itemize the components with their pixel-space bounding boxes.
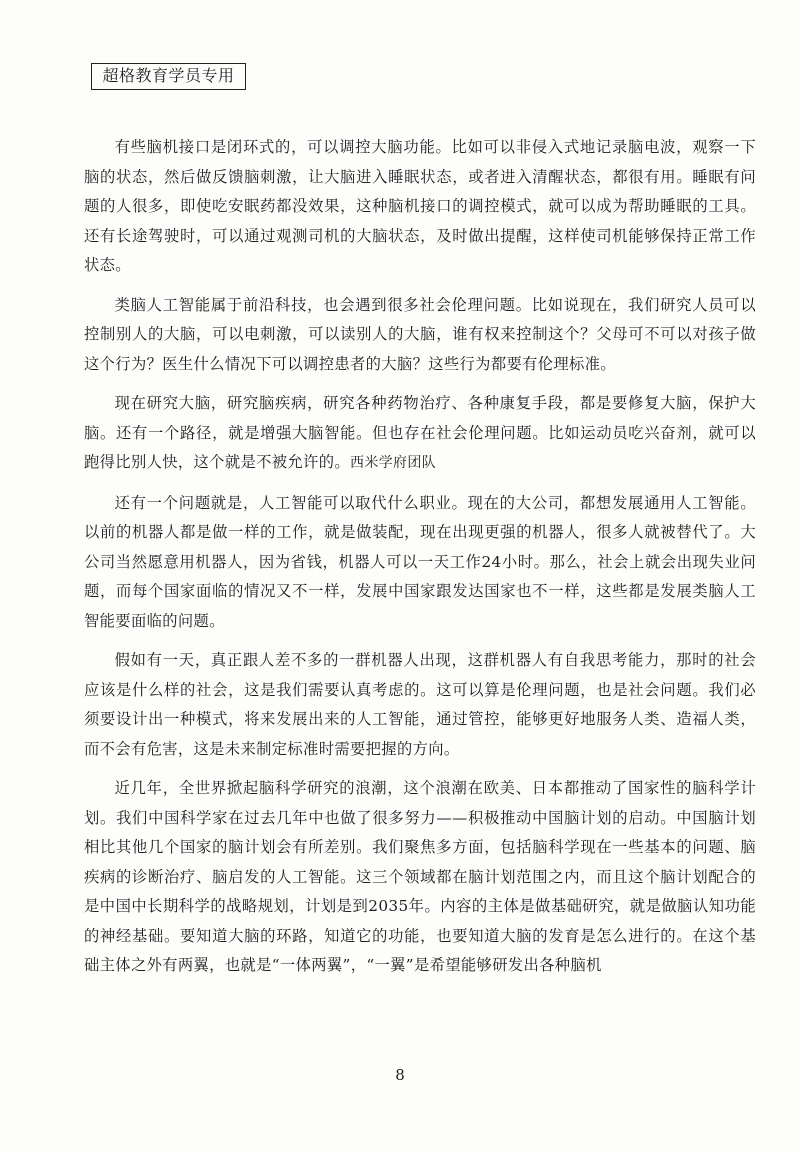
paragraph-5: 假如有一天，真正跟人差不多的一群机器人出现，这群机器人有自我思考能力，那时的社会应该是什么样的社会，这是我们需要认真考虑的。这可以算是伦理问题，也是社会问题。我们必须要设计出一种模式，将来发展出来的人工智能，通过管控，能够更好地服务人类、造福人类，而不会有危害，这是未来制定标准时需要把握的方向。: [84, 651, 756, 758]
watermark-text: 西米学府团队: [350, 455, 437, 471]
paragraph-2: 类脑人工智能属于前沿科技，也会遇到很多社会伦理问题。比如说现在，我们研究人员可以控制别人的大脑，可以电刺激，可以读别人的大脑，谁有权来控制这个？父母可不可以对孩子做这个行为？医生什么情况下可以调控患者的大脑？这些行为都要有伦理标准。: [84, 295, 756, 373]
page-number: 8: [395, 1066, 405, 1084]
paragraph-1: 有些脑机接口是闭环式的，可以调控大脑功能。比如可以非侵入式地记录脑电波，观察一下脑的状态，然后做反馈脑刺激，让大脑进入睡眠状态，或者进入清醒状态，都很有用。睡眠有问题的人很多，即使吃安眠药都没效果，这种脑机接口的调控模式，就可以成为帮助睡眠的工具。还有长途驾驶时，可以通过观测司机的大脑状态，及时做出提醒，这样使司机能够保持正常工作状态。: [84, 138, 756, 274]
header-label: 超格教育学员专用: [91, 63, 246, 90]
document-body: [84, 133, 756, 991]
paragraph-6: 近几年，全世界掀起脑科学研究的浪潮，这个浪潮在欧美、日本都推动了国家性的脑科学计划。我们中国科学家在过去几年中也做了很多努力——积极推动中国脑计划的启动。中国脑计划相比其他几个国家的脑计划会有所差别。我们聚焦多方面，包括脑科学现在一些基本的问题、脑疾病的诊断治疗、脑启发的人工智能。这三个领域都在脑计划范围之内，而且这个脑计划配合的是中国中长期科学的战略规划，计划是到2035年。内容的主体是做基础研究，就是做脑认知功能的神经基础。要知道大脑的环路，知道它的功能，也要知道大脑的发育是怎么进行的。在这个基础主体之外有两翼，也就是“一体两翼”，“一翼”是希望能够研发出各种脑机: [84, 779, 756, 974]
paragraph-3-text: 现在研究大脑，研究脑疾病，研究各种药物治疗、各种康复手段，都是要修复大脑，保护大脑。还有一个路径，就是增强大脑智能。但也存在社会伦理问题。比如运动员吃兴奋剂，就可以跑得比别人快，这个就是不被允许的。: [84, 394, 756, 471]
paragraph-3: [84, 389, 756, 479]
paragraph-4: 还有一个问题就是，人工智能可以取代什么职业。现在的大公司，都想发展通用人工智能。以前的机器人都是做一样的工作，就是做装配，现在出现更强的机器人，很多人就被替代了。大公司当然愿意用机器人，因为省钱，机器人可以一天工作24小时。那么，社会上就会出现失业问题，而每个国家面临的情况又不一样，发展中国家跟发达国家也不一样，这些都是发展类脑人工智能要面临的问题。: [84, 493, 756, 630]
